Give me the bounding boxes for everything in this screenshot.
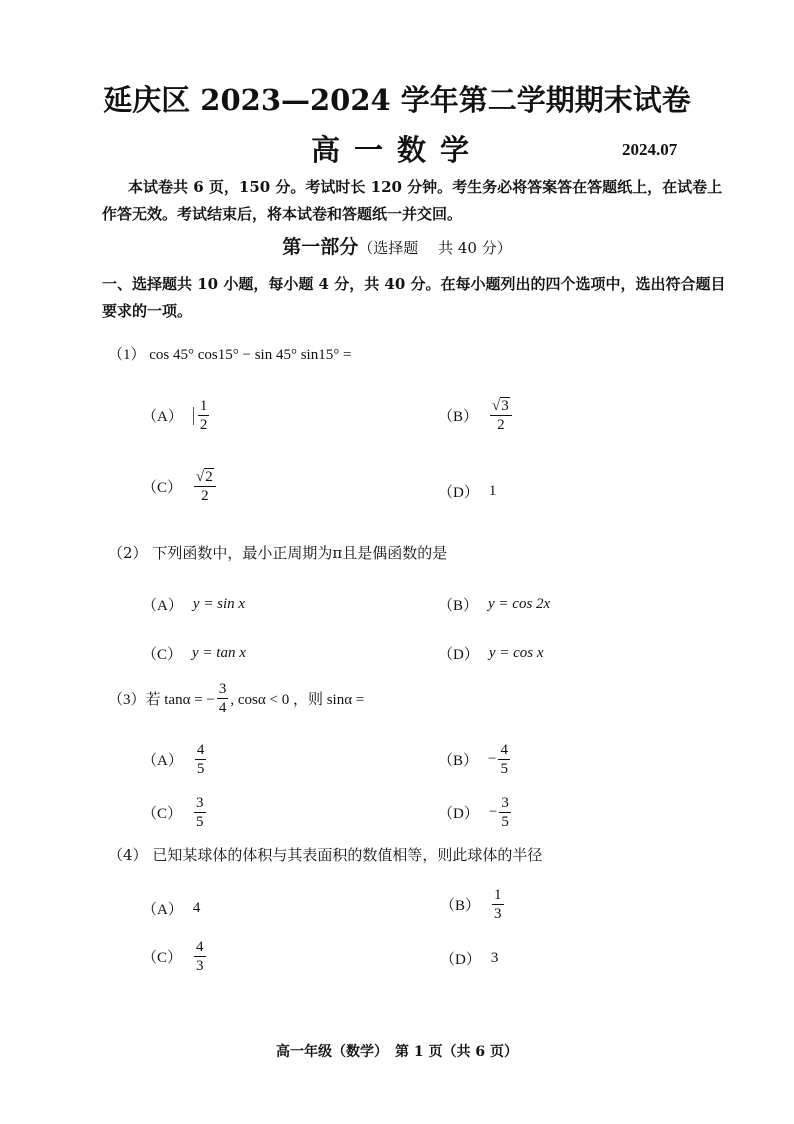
radicand: 3 [501,398,509,414]
option-text: 1 [488,483,497,499]
numerator: 3 [196,795,204,811]
q2-option-b [438,594,550,615]
question-1 [108,343,351,364]
q1-option-c [142,468,218,505]
q2-option-a [142,594,245,615]
q2-option-d [438,643,544,664]
fraction [492,886,504,923]
question-stem: 已知某球体的体积与其表面积的数值相等，则此球体的半径 [152,846,543,864]
numerator [194,468,216,487]
q2-option-c [142,643,246,664]
part-one-subtitle: （选择题 共 40 分） [358,239,512,257]
option-label: （C） [142,647,183,663]
fraction [195,741,207,778]
question-3 [108,680,364,717]
page-footer: 高一年级（数学） 第 1 页（共 6 页） [276,1044,518,1060]
denominator: 3 [494,906,502,922]
question-number: （2） [108,544,148,562]
option-text: 4 [192,900,201,916]
option-text: y = cos x [488,645,544,661]
part-one-title: 第一部分 [282,236,359,258]
numerator: 4 [196,742,205,758]
question-2 [108,542,447,563]
question-stem: cos 45° cos15° − sin 45° sin15° = [149,347,352,363]
option-label: （D） [438,647,479,663]
q3-option-d [438,794,513,831]
numerator: 4 [196,939,204,955]
option-text: y = sin x [192,596,246,612]
radicand: 2 [205,469,213,485]
option-label: （C） [142,480,183,496]
section-instruction: 一、选择题共 10 小题，每小题 4 分，共 40 分。在每小题列出的四个选项中，选出符合题目要求的一项。 [102,275,726,320]
option-label: （B） [438,753,479,769]
fraction [490,397,512,434]
denominator: 5 [500,761,508,777]
option-sign: − [488,751,497,767]
scan-mark [193,407,194,425]
numerator: 3 [501,795,509,811]
option-text: y = tan x [192,645,246,661]
fraction [194,468,216,505]
fraction [499,794,511,831]
numerator: 1 [199,398,208,414]
question-4 [108,844,542,865]
numerator: 4 [500,742,508,758]
numerator: 3 [218,681,227,697]
option-label: （B） [438,598,479,614]
denominator: 2 [201,488,209,504]
exam-title: 延庆区 2023—2024 学年第二学期期末试卷 [103,83,691,117]
sqrt-icon: √ [492,398,501,414]
denominator: 5 [196,814,204,830]
denominator: 2 [497,417,505,433]
question-number: （3） [108,692,146,708]
denominator: 4 [218,700,227,716]
fraction [198,397,210,434]
option-label: （D） [438,806,479,822]
option-label: （B） [438,409,479,425]
fraction [217,680,229,717]
option-label: （D） [440,952,481,968]
option-label: （A） [142,902,183,918]
denominator: 5 [196,761,205,777]
question-number: （4） [108,846,148,864]
option-text: 3 [490,950,499,966]
part-one-heading [0,232,794,259]
question-number: （1） [108,347,146,363]
question-stem-prefix: 若 tanα = − [145,692,215,708]
q4-option-d [440,948,498,969]
option-text: y = cos 2x [488,596,551,612]
option-sign: − [488,804,498,820]
denominator: 2 [199,417,208,433]
exam-date: 2024.07 [622,140,678,159]
option-label: （A） [142,409,183,425]
q1-option-a [142,397,211,434]
question-stem: 下列函数中，最小正周期为π且是偶函数的是 [152,544,448,562]
option-label: （B） [440,898,481,914]
exam-subject: 高一数学 [310,133,483,167]
option-label: （C） [142,806,183,822]
q4-option-b [440,886,506,923]
fraction [194,794,206,831]
q4-option-c [142,938,208,975]
fraction [194,938,206,975]
denominator: 3 [196,958,204,974]
option-label: （C） [142,950,183,966]
question-stem-suffix: , cosα < 0 ，则 sinα = [230,692,365,708]
q3-option-a [142,741,208,778]
q1-option-b [438,397,514,434]
numerator [490,397,512,416]
sqrt-icon: √ [196,469,205,485]
q4-option-a [142,898,200,919]
numerator: 1 [494,887,502,903]
option-label: （A） [142,598,183,614]
option-label: （A） [142,753,183,769]
q3-option-b [438,741,512,778]
denominator: 5 [501,814,509,830]
q3-option-c [142,794,208,831]
option-label: （D） [438,485,479,501]
fraction [498,741,510,778]
exam-notice: 本试卷共 6 页，150 分。考试时长 120 分钟。考生务必将答案答在答题纸上，在试卷上作答无效。考试结束后，将本试卷和答题纸一并交回。 [102,178,723,223]
q1-option-d [438,481,496,502]
